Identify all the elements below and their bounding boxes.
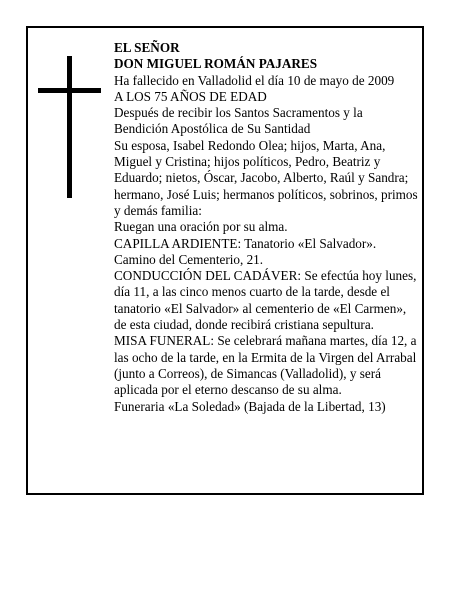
death-statement: Ha fallecido en Valladolid el día 10 de mayo de 2009 <box>114 72 395 88</box>
obituary-notice <box>26 26 424 495</box>
obituary-text <box>114 40 420 415</box>
cross-vertical-bar <box>67 56 72 198</box>
cross-horizontal-bar <box>38 88 101 93</box>
conduction-info: CONDUCCIÓN DEL CADÁVER: Se efectúa hoy lunes, día 11, a las cinco menos cuarto de la tarde, desde el tanatorio «El Salvador» al cementerio de «El Carmen», de esta ciudad, donde recibirá cristiana sepultura. <box>114 268 417 333</box>
deceased-name: DON MIGUEL ROMÁN PAJARES <box>114 56 318 72</box>
funeral-home-info: Funeraria «La Soledad» (Bajada de la Libertad, 13) <box>114 398 386 414</box>
funeral-mass-info: MISA FUNERAL: Se celebrará mañana martes, día 12, a las ocho de la tarde, en la Ermita de la Virgen del Arrabal (junto a Correos), de Simancas (Valladolid), y será aplicada por el eterno descanso de su alma. <box>114 333 417 398</box>
prayer-request: Ruegan una oración por su alma. <box>114 219 288 235</box>
age-line: A LOS 75 AÑOS DE EDAD <box>114 88 267 104</box>
chapel-info: CAPILLA ARDIENTE: Tanatorio «El Salvador». Camino del Cementerio, 21. <box>114 235 377 267</box>
title-line1: EL SEÑOR <box>114 40 180 55</box>
family-list: Su esposa, Isabel Redondo Olea; hijos, Marta, Ana, Miguel y Cristina; hijos políticos, Pedro, Beatriz y Eduardo; nietos, Óscar, Jacobo, Alberto, Raúl y Sandra; hermano, José Luis; hermanos políticos, sobrinos, primos y demás familia: <box>114 137 418 218</box>
sacraments-line: Después de recibir los Santos Sacramentos y la Bendición Apostólica de Su Santidad <box>114 105 363 137</box>
